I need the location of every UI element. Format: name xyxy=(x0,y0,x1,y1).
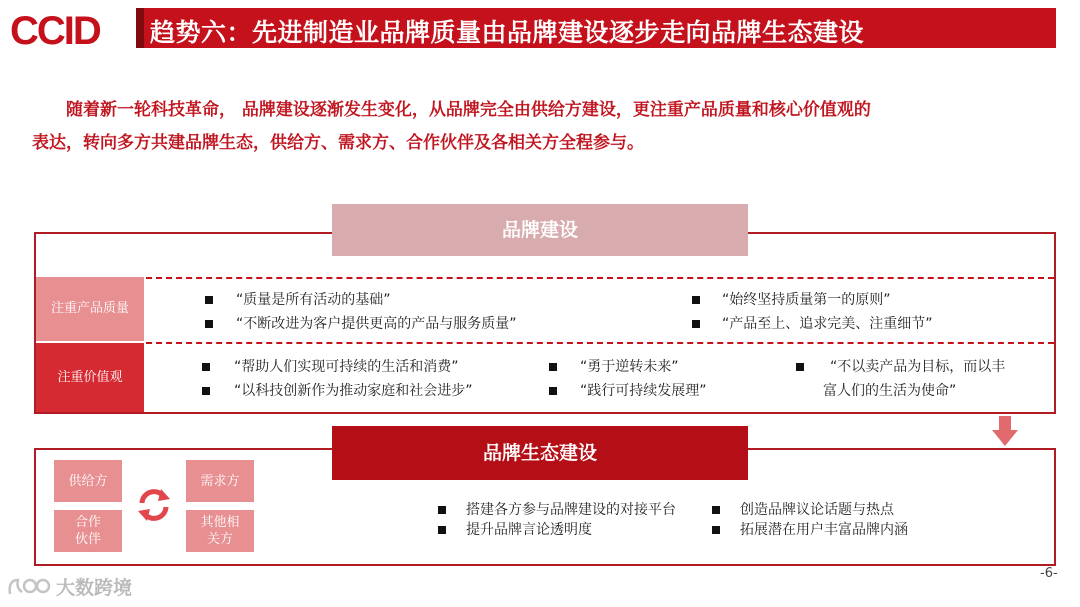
page-number: -6- xyxy=(1040,566,1058,581)
watermark xyxy=(6,572,156,602)
ecosystem-item: 提升品牌言论透明度 xyxy=(466,522,592,538)
intro-paragraph xyxy=(32,94,1042,160)
party-demander xyxy=(186,460,254,502)
party-label: 其他相 xyxy=(200,515,240,530)
title-bar xyxy=(136,8,1056,48)
bullet-square-icon xyxy=(712,526,720,534)
page-title: 趋势六：先进制造业品牌质量由品牌建设逐步走向品牌生态建设 xyxy=(150,18,865,47)
bullet-square-icon xyxy=(549,387,557,395)
ecosystem-item: 创造品牌议论话题与热点 xyxy=(740,502,894,518)
arrow-down-icon xyxy=(992,416,1018,446)
row-label-quality: 注重产品质量 xyxy=(36,277,144,341)
bullet-square-icon xyxy=(202,363,210,371)
bullet-square-icon xyxy=(692,296,700,304)
ecosystem-item: 搭建各方参与品牌建设的对接平台 xyxy=(466,502,676,518)
watermark-logo-icon xyxy=(6,574,52,600)
cycle-arrows-icon xyxy=(134,485,174,525)
values-item: “勇于逆转未来” xyxy=(580,359,679,375)
title-bar-edge xyxy=(136,8,144,48)
quality-item: “产品至上、追求完美、注重细节” xyxy=(722,316,933,332)
brand-building-header: 品牌建设 xyxy=(332,204,748,256)
bullet-square-icon xyxy=(205,320,213,328)
bullet-square-icon xyxy=(549,363,557,371)
bullet-square-icon xyxy=(692,320,700,328)
values-item: “不以卖产品为目标，而以丰 xyxy=(830,359,1006,375)
party-label: 合作 xyxy=(74,515,101,530)
dashed-divider-2 xyxy=(146,342,1054,344)
party-others xyxy=(186,510,254,552)
bullet-square-icon xyxy=(438,506,446,514)
bullet-square-icon xyxy=(712,506,720,514)
bullet-square-icon xyxy=(438,526,446,534)
values-item-continued: 富人们的生活为使命” xyxy=(823,383,957,399)
party-supplier xyxy=(54,460,122,502)
dashed-divider-1 xyxy=(146,277,1054,279)
svg-text:CCID: CCID xyxy=(10,9,100,52)
party-label: 供给方 xyxy=(68,473,108,489)
party-label-line2: 关方 xyxy=(206,532,233,547)
bullet-square-icon xyxy=(796,363,804,371)
party-partner xyxy=(54,510,122,552)
values-item: “以科技创新作为推动家庭和社会进步” xyxy=(234,383,473,399)
party-label-line2: 伙伴 xyxy=(74,532,101,547)
values-item: “践行可持续发展理” xyxy=(580,383,707,399)
bullet-square-icon xyxy=(202,387,210,395)
ccid-logo xyxy=(8,8,126,52)
ecosystem-header: 品牌生态建设 xyxy=(332,426,748,480)
values-item: “帮助人们实现可持续的生活和消费” xyxy=(234,359,459,375)
intro-line-2: 表达，转向多方共建品牌生态，供给方、需求方、合作伙伴及各相关方全程参与。 xyxy=(32,133,644,153)
party-label: 需求方 xyxy=(200,473,240,489)
quality-item: “始终坚持质量第一的原则” xyxy=(722,292,891,308)
quality-item: “不断改进为客户提供更高的产品与服务质量” xyxy=(236,316,517,332)
row-label-values: 注重价值观 xyxy=(36,343,144,412)
intro-line-1: 随着新一轮科技革命， 品牌建设逐渐发生变化，从品牌完全由供给方建设，更注重产品质量和核心价值观的 xyxy=(66,100,871,120)
ecosystem-item: 拓展潜在用户丰富品牌内涵 xyxy=(740,522,908,538)
bullet-square-icon xyxy=(205,296,213,304)
watermark-text: 大数跨境 xyxy=(56,577,133,599)
quality-item: “质量是所有活动的基础” xyxy=(236,292,391,308)
